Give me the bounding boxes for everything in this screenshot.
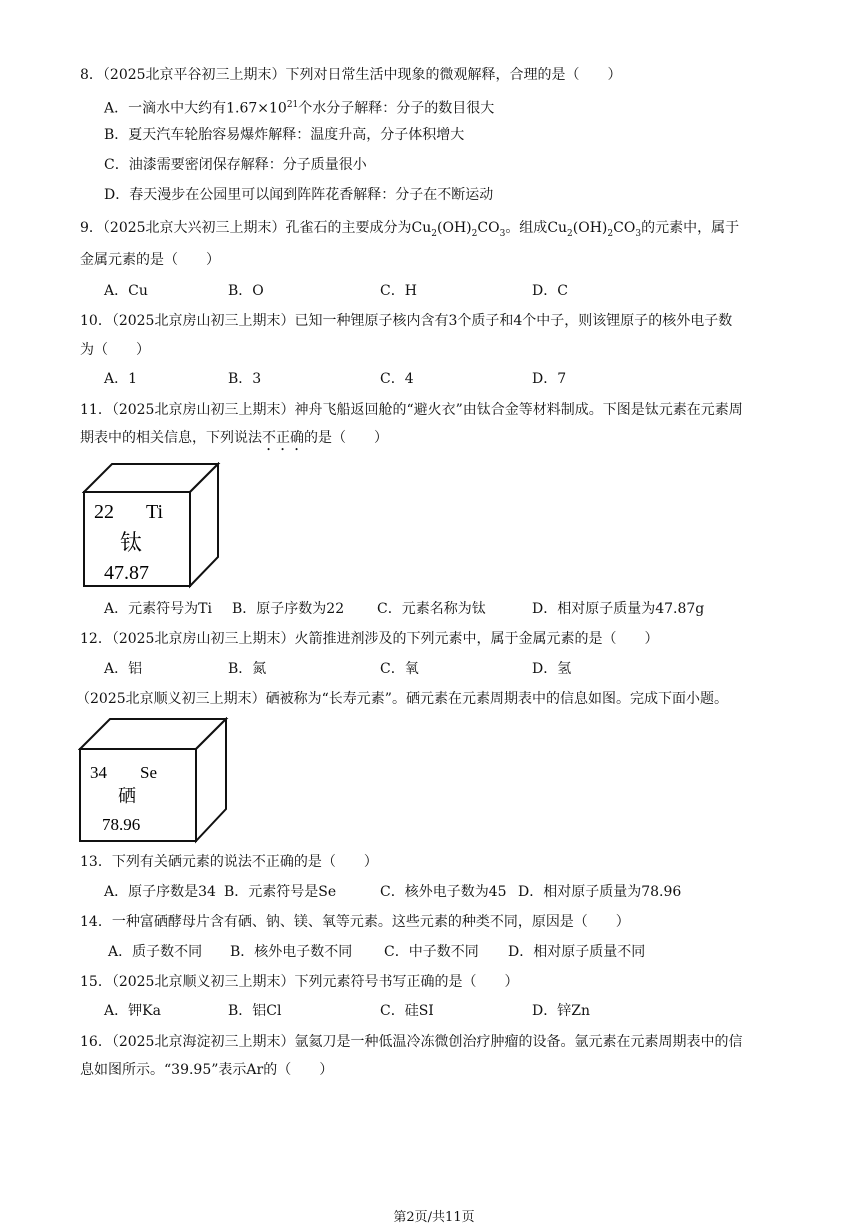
q10-option-d: D．7: [532, 371, 567, 387]
q12-option-b: B．氮: [228, 661, 267, 677]
q14-option-b: B．核外电子数不同: [230, 944, 353, 960]
q14-stem: 14．一种富硒酵母片含有硒、钠、镁、氧等元素。这些元素的种类不同，原因是（ ）: [80, 914, 630, 930]
q11-stem: 11．（2025北京房山初三上期末）神舟飞船返回舱的“避火衣”由钛合金等材料制成。下图是钛元素在元素周: [80, 402, 743, 418]
q10-option-b: B．3: [228, 371, 262, 387]
element-name: 硒: [118, 786, 136, 806]
formula-malachite: $Cu_2(OH)_2CO_3$: [547, 220, 642, 239]
element-symbol: Ti: [146, 501, 164, 523]
q12-option-a: A．铝: [104, 661, 143, 677]
atomic-number: 22: [94, 501, 114, 523]
atomic-mass: 47.87: [104, 562, 149, 584]
emphasis-not-correct: 不正确: [262, 430, 304, 446]
q9-option-d: D．C: [532, 283, 568, 299]
shunyi-intro: （2025北京顺义初三上期末）硒被称为“长寿元素”。硒元素在元素周期表中的信息如图。完成下面小题。: [76, 691, 728, 707]
q14-option-d: D．相对原子质量不同: [508, 944, 646, 960]
q16-stem-line2: 息如图所示。“39.95”表示Ar的（ ）: [80, 1062, 334, 1078]
q9-stem: 9．（2025北京大兴初三上期末）孔雀石的主要成分为$Cu_2(OH)_2CO_3$。组成$Cu_2(OH)_2CO_3$的元素中，属于: [80, 220, 740, 239]
titanium-element-cell: [82, 462, 224, 590]
q12-option-d: D．氢: [532, 661, 572, 677]
q14-option-c: C．中子数不同: [384, 944, 479, 960]
q8-option-c: C．油漆需要密闭保存解释：分子质量很小: [104, 157, 367, 173]
q11-option-c: C．元素名称为钛: [377, 601, 486, 617]
q9-option-a: A．Cu: [104, 283, 148, 299]
q10-option-c: C．4: [380, 371, 414, 387]
q15-option-c: C．硅SI: [380, 1003, 434, 1019]
q9-option-b: B．O: [228, 283, 264, 299]
formula-malachite: $Cu_2(OH)_2CO_3$: [411, 220, 506, 239]
q15-stem: 15．（2025北京顺义初三上期末）下列元素符号书写正确的是（ ）: [80, 974, 519, 990]
q8-option-a: A．一滴水中大约有$1.67\times 10^{21}$个水分子解释：分子的数目很大: [104, 100, 495, 117]
q15-option-d: D．锌Zn: [532, 1003, 590, 1019]
selenium-element-cell: [78, 717, 232, 845]
q11-stem-line2: 期表中的相关信息，下列说法不正确的是（ ）: [80, 430, 388, 446]
element-symbol: Se: [140, 763, 157, 782]
q11-option-a: A．元素符号为Ti: [104, 601, 212, 617]
q8-stem: 8．（2025北京平谷初三上期末）下列对日常生活中现象的微观解释，合理的是（ ）: [80, 67, 622, 83]
q11-option-b: B．原子序数为22: [232, 601, 345, 617]
q15-option-b: B．铝Cl: [228, 1003, 282, 1019]
q16-stem: 16．（2025北京海淀初三上期末）氩氦刀是一种低温冷冻微创治疗肿瘤的设备。氩元素在元素周期表中的信: [80, 1034, 743, 1050]
q9-stem-line2: 金属元素的是（ ）: [80, 252, 220, 268]
q13-option-d: D．相对原子质量为78.96: [518, 884, 682, 900]
q9-option-c: C．H: [380, 283, 417, 299]
element-name: 钛: [120, 530, 143, 555]
q10-option-a: A．1: [104, 371, 138, 387]
page-number: 第2页/共11页: [393, 1210, 475, 1225]
q13-option-c: C．核外电子数为45: [380, 884, 507, 900]
q15-option-a: A．钾Ka: [104, 1003, 161, 1019]
q14-option-a: A．质子数不同: [108, 944, 203, 960]
q12-stem: 12．（2025北京房山初三上期末）火箭推进剂涉及的下列元素中，属于金属元素的是（ ）: [80, 631, 659, 647]
q8-option-b: B．夏天汽车轮胎容易爆炸解释：温度升高，分子体积增大: [104, 127, 465, 143]
q13-option-a: A．原子序数是34: [104, 884, 216, 900]
atomic-mass: 78.96: [102, 815, 141, 834]
q13-option-b: B．元素符号是Se: [224, 884, 337, 900]
atomic-number: 34: [90, 763, 107, 782]
q13-stem: 13．下列有关硒元素的说法不正确的是（ ）: [80, 854, 378, 870]
q11-option-d: D．相对原子质量为47.87g: [532, 601, 705, 617]
q8-option-d: D．春天漫步在公园里可以闻到阵阵花香解释：分子在不断运动: [104, 187, 494, 203]
q10-stem-line2: 为（ ）: [80, 342, 150, 358]
q10-stem: 10．（2025北京房山初三上期末）已知一种锂原子核内含有3个质子和4个中子，则该锂原子的核外电子数: [80, 313, 733, 329]
q12-option-c: C．氧: [380, 661, 419, 677]
